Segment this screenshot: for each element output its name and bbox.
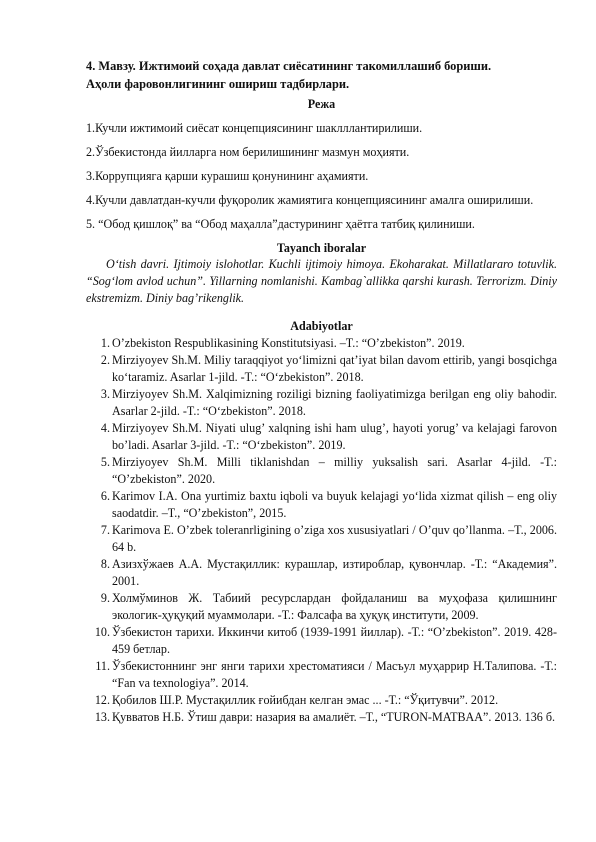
topic-line-2: Аҳоли фаровонлигининг ошириш тадбирлари. [86, 77, 350, 91]
plan-item: 3.Коррупцияга қарши курашиш қонунининг аҳамияти. [86, 169, 369, 183]
plan-list [86, 121, 557, 232]
reference-item [86, 658, 557, 692]
reference-item [86, 556, 557, 590]
key-terms-text: O‘tish davri. Ijtimoiy islohotlar. Kuchli ijtimoiy himoya. Ekoharakat. Millatlararo totuvlik. “Sog‘lom avlod uchun”. Yillarning nomlanishi. Kambag`allikka qarshi kurash. Terrorizm. Diniy ekstremizm. Diniy bag’rikenglik. [86, 257, 557, 305]
reference-text: Mirziyoyev Sh.M. Miliy taraqqiyot yo‘limizni qat’iyat bilan davom ettirib, yangi bosqichga ko‘taramiz. Asarlar 1-jild. -T.: “O‘zbekiston”. 2018. [112, 353, 557, 384]
reference-text: Ўзбекистоннинг энг янги тарихи хрестоматияси / Масъул муҳаррир Н.Талипова. -Т.: “Fan va texnologiya”. 2014. [112, 659, 557, 690]
reference-item [86, 420, 557, 454]
reference-number: 5. [100, 455, 110, 469]
reference-number: 7. [100, 523, 110, 537]
reference-item [86, 335, 557, 352]
reference-text: Холмўминов Ж. Табиий ресурслардан фойдаланиш ва муҳофаза қилишнинг экологик-ҳуқуқий муаммолари. -Т.: Фалсафа ва ҳуқуқ институти, 2009. [112, 591, 557, 622]
reference-item [86, 590, 557, 624]
reference-item [86, 352, 557, 386]
reference-item [86, 624, 557, 658]
reference-number: 4. [100, 421, 110, 435]
reference-number: 2. [100, 353, 110, 367]
references-heading: Adabiyotlar [290, 319, 353, 333]
reference-text: Karimova E. O’zbek toleranrligining o’ziga xos xususiyatlari / O’quv qo’llanma. –T., 2006. 64 b. [112, 523, 557, 554]
reference-number: 6. [100, 489, 110, 503]
reference-text: Mirziyoyev Sh.M. Xalqimizning roziligi bizning faoliyatimizga berilgan eng oliy bahodir. Asarlar 2-jild. -T.: “O‘zbekiston”. 2018. [112, 387, 557, 418]
reference-item [86, 454, 557, 488]
plan-item: 5. “Обод қишлоқ” ва “Обод маҳалла”дастурининг ҳаётга татбиқ қилиниши. [86, 217, 475, 231]
references-list [86, 335, 557, 726]
reference-number: 11. [95, 659, 110, 673]
reference-item [86, 522, 557, 556]
reference-item [86, 386, 557, 420]
reference-item [86, 488, 557, 522]
plan-item: 1.Кучли ижтимоий сиёсат концепциясининг шаклллантирилиши. [86, 121, 423, 135]
reference-number: 1. [100, 336, 110, 350]
key-terms-heading: Tayanch iboralar [276, 241, 367, 255]
reference-number: 3. [100, 387, 110, 401]
reference-number: 9. [100, 591, 110, 605]
reference-number: 8. [100, 557, 110, 571]
reference-text: Mirziyoyev Sh.M. Milli tiklanishdan – milliy yuksalish sari. Asarlar 4-jild. -T.: “O’zbekiston”. 2020. [112, 455, 557, 486]
reference-text: Қувватов Н.Б. Ўтиш даври: назария ва амалиёт. –Т., “TURON-MATBAA”. 2013. 136 б. [112, 710, 556, 724]
reference-number: 12. [94, 693, 110, 707]
plan-item: 4.Кучли давлатдан-кучли фуқоролик жамиятига концепциясининг амалга оширилиши. [86, 193, 534, 207]
reference-text: Karimov I.A. Ona yurtimiz baxtu iqboli va buyuk kelajagi yo‘lida xizmat qilish – eng oliy saodatdir. –T., “O’zbekiston”, 2015. [112, 489, 557, 520]
reference-text: Азизхўжаев А.А. Мустақиллик: курашлар, изтироблар, қувончлар. -Т.: “Академия”. 2001. [112, 557, 557, 588]
document-page [86, 57, 557, 726]
reference-text: Қобилов Ш.Р. Мустақиллик ғойибдан келган эмас ... -Т.: “Ўқитувчи”. 2012. [112, 693, 499, 707]
reference-item [86, 709, 557, 726]
reference-text: O’zbekiston Respublikasining Konstitutsiyasi. –T.: “O’zbekiston”. 2019. [112, 336, 465, 350]
topic-line-1: 4. Мавзу. Ижтимоий соҳада давлат сиёсатининг такомиллашиб бориши. [86, 59, 492, 73]
reference-text: Ўзбекистон тарихи. Иккинчи китоб (1939-1991 йиллар). -Т.: “O’zbekiston”. 2019. 428-459 бетлар. [112, 625, 557, 656]
reference-number: 10. [94, 625, 110, 639]
plan-item: 2.Ўзбекистонда йилларга ном берилишининг мазмун моҳияти. [86, 145, 410, 159]
reference-number: 13. [94, 710, 110, 724]
plan-heading: Режа [307, 97, 336, 111]
reference-item [86, 692, 557, 709]
reference-text: Mirziyoyev Sh.M. Niyati ulug’ xalqning ishi ham ulug’, hayoti yorug’ va kelajagi farovon bo’ladi. Asarlar 3-jild. -T.: “O‘zbekiston”. 2019. [112, 421, 557, 452]
topic-title [86, 57, 557, 93]
